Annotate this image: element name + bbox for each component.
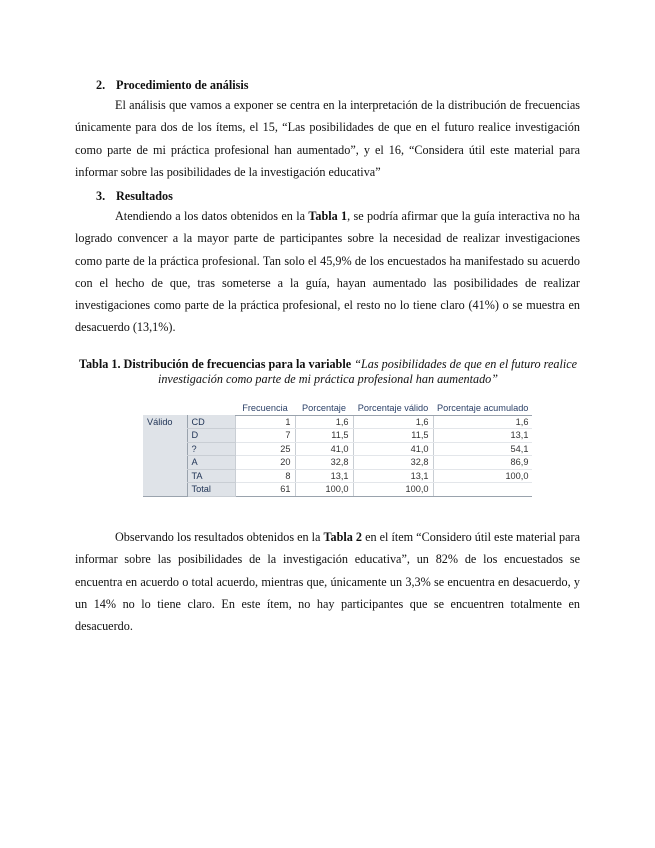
table-row xyxy=(143,442,532,456)
paragraph-results-text: Atendiendo a los datos obtenidos en la xyxy=(115,209,309,223)
cell-porcentaje: 11,5 xyxy=(295,429,353,443)
row-group-label: Válido xyxy=(143,415,187,429)
section-number: 3. xyxy=(96,189,106,203)
paragraph-table2 xyxy=(75,526,580,637)
table-row xyxy=(143,469,532,483)
section-heading-procedimiento xyxy=(96,77,248,93)
cell-frecuencia: 20 xyxy=(235,456,295,470)
table-row xyxy=(143,415,532,429)
frequency-table xyxy=(143,400,532,497)
header-porcentaje-acumulado: Porcentaje acumulado xyxy=(433,400,532,415)
table-caption xyxy=(78,357,578,387)
paragraph-table2-text-cont: en el ítem “Considero útil este material para informar sobre las posibilidades de la investigación educativa”, un 82% de los encuestados se encuentra en acuerdo o total acuerdo, mientras que, únicamente un 3,3% se encuentra en desacuerdo, y un 14% no lo tiene claro. En este ítem, no hay participantes que se encuentren totalmente en desacuerdo. xyxy=(75,530,580,634)
cell-frecuencia: 1 xyxy=(235,415,295,429)
paragraph-results-text-cont: , se podría afirmar que la guía interactiva no ha logrado convencer a la mayor parte de participantes sobre la necesidad de realizar investigaciones como parte de la práctica profesional. Tan solo el 45,9% de los encuestados ha manifestado su acuerdo con el hecho de que, tras someterse a la guía, hayan aumentado las posibilidades de realizar investigaciones como parte de la práctica profesional, el resto no lo tiene claro (41%) o se muestra en desacuerdo (13,1%). xyxy=(75,209,580,335)
paragraph-results xyxy=(75,205,580,339)
table-caption-label: Tabla 1. Distribución de frecuencias para la variable xyxy=(78,357,355,371)
cell-porcentaje-valido: 1,6 xyxy=(353,415,433,429)
cell-porcentaje-acumulado xyxy=(433,483,532,497)
cell-porcentaje: 32,8 xyxy=(295,456,353,470)
cell-porcentaje-acumulado: 13,1 xyxy=(433,429,532,443)
header-porcentaje: Porcentaje xyxy=(295,400,353,415)
cell-porcentaje: 1,6 xyxy=(295,415,353,429)
cell-porcentaje-valido: 13,1 xyxy=(353,469,433,483)
cell-porcentaje-valido: 41,0 xyxy=(353,442,433,456)
paragraph-analysis xyxy=(75,94,580,183)
cell-porcentaje-acumulado: 86,9 xyxy=(433,456,532,470)
section-title: Resultados xyxy=(116,189,173,203)
cell-porcentaje-acumulado: 100,0 xyxy=(433,469,532,483)
cell-porcentaje: 13,1 xyxy=(295,469,353,483)
section-heading-resultados xyxy=(96,188,173,204)
row-label: Total xyxy=(187,483,235,497)
cell-frecuencia: 61 xyxy=(235,483,295,497)
row-label: TA xyxy=(187,469,235,483)
row-label: A xyxy=(187,456,235,470)
table-reference: Tabla 2 xyxy=(323,530,363,544)
table-reference: Tabla 1 xyxy=(308,209,348,223)
header-frecuencia: Frecuencia xyxy=(235,400,295,415)
table-row-total xyxy=(143,483,532,497)
cell-frecuencia: 7 xyxy=(235,429,295,443)
cell-porcentaje-valido: 100,0 xyxy=(353,483,433,497)
row-label: ? xyxy=(187,442,235,456)
cell-frecuencia: 25 xyxy=(235,442,295,456)
cell-porcentaje-valido: 11,5 xyxy=(353,429,433,443)
section-title: Procedimiento de análisis xyxy=(116,78,249,92)
header-porcentaje-valido: Porcentaje válido xyxy=(353,400,433,415)
cell-frecuencia: 8 xyxy=(235,469,295,483)
cell-porcentaje-valido: 32,8 xyxy=(353,456,433,470)
section-number: 2. xyxy=(96,78,106,92)
table-row xyxy=(143,456,532,470)
row-label: D xyxy=(187,429,235,443)
cell-porcentaje-acumulado: 54,1 xyxy=(433,442,532,456)
cell-porcentaje-acumulado: 1,6 xyxy=(433,415,532,429)
cell-porcentaje: 41,0 xyxy=(295,442,353,456)
row-label: CD xyxy=(187,415,235,429)
cell-porcentaje: 100,0 xyxy=(295,483,353,497)
table-caption-variable: “Las posibilidades de que en el futuro realice investigación como parte de mi práctica profesional han aumentado” xyxy=(157,357,578,386)
table-row xyxy=(143,429,532,443)
paragraph-analysis-text: El análisis que vamos a exponer se centra en la interpretación de la distribución de frecuencias únicamente para dos de los ítems, el 15, “Las posibilidades de que en el futuro realice investigación como parte de mi práctica profesional han aumentado”, y el 16, “Considera útil este material para informar sobre las posibilidades de la investigación educativa” xyxy=(75,98,580,179)
paragraph-table2-text: Observando los resultados obtenidos en la xyxy=(115,530,324,544)
